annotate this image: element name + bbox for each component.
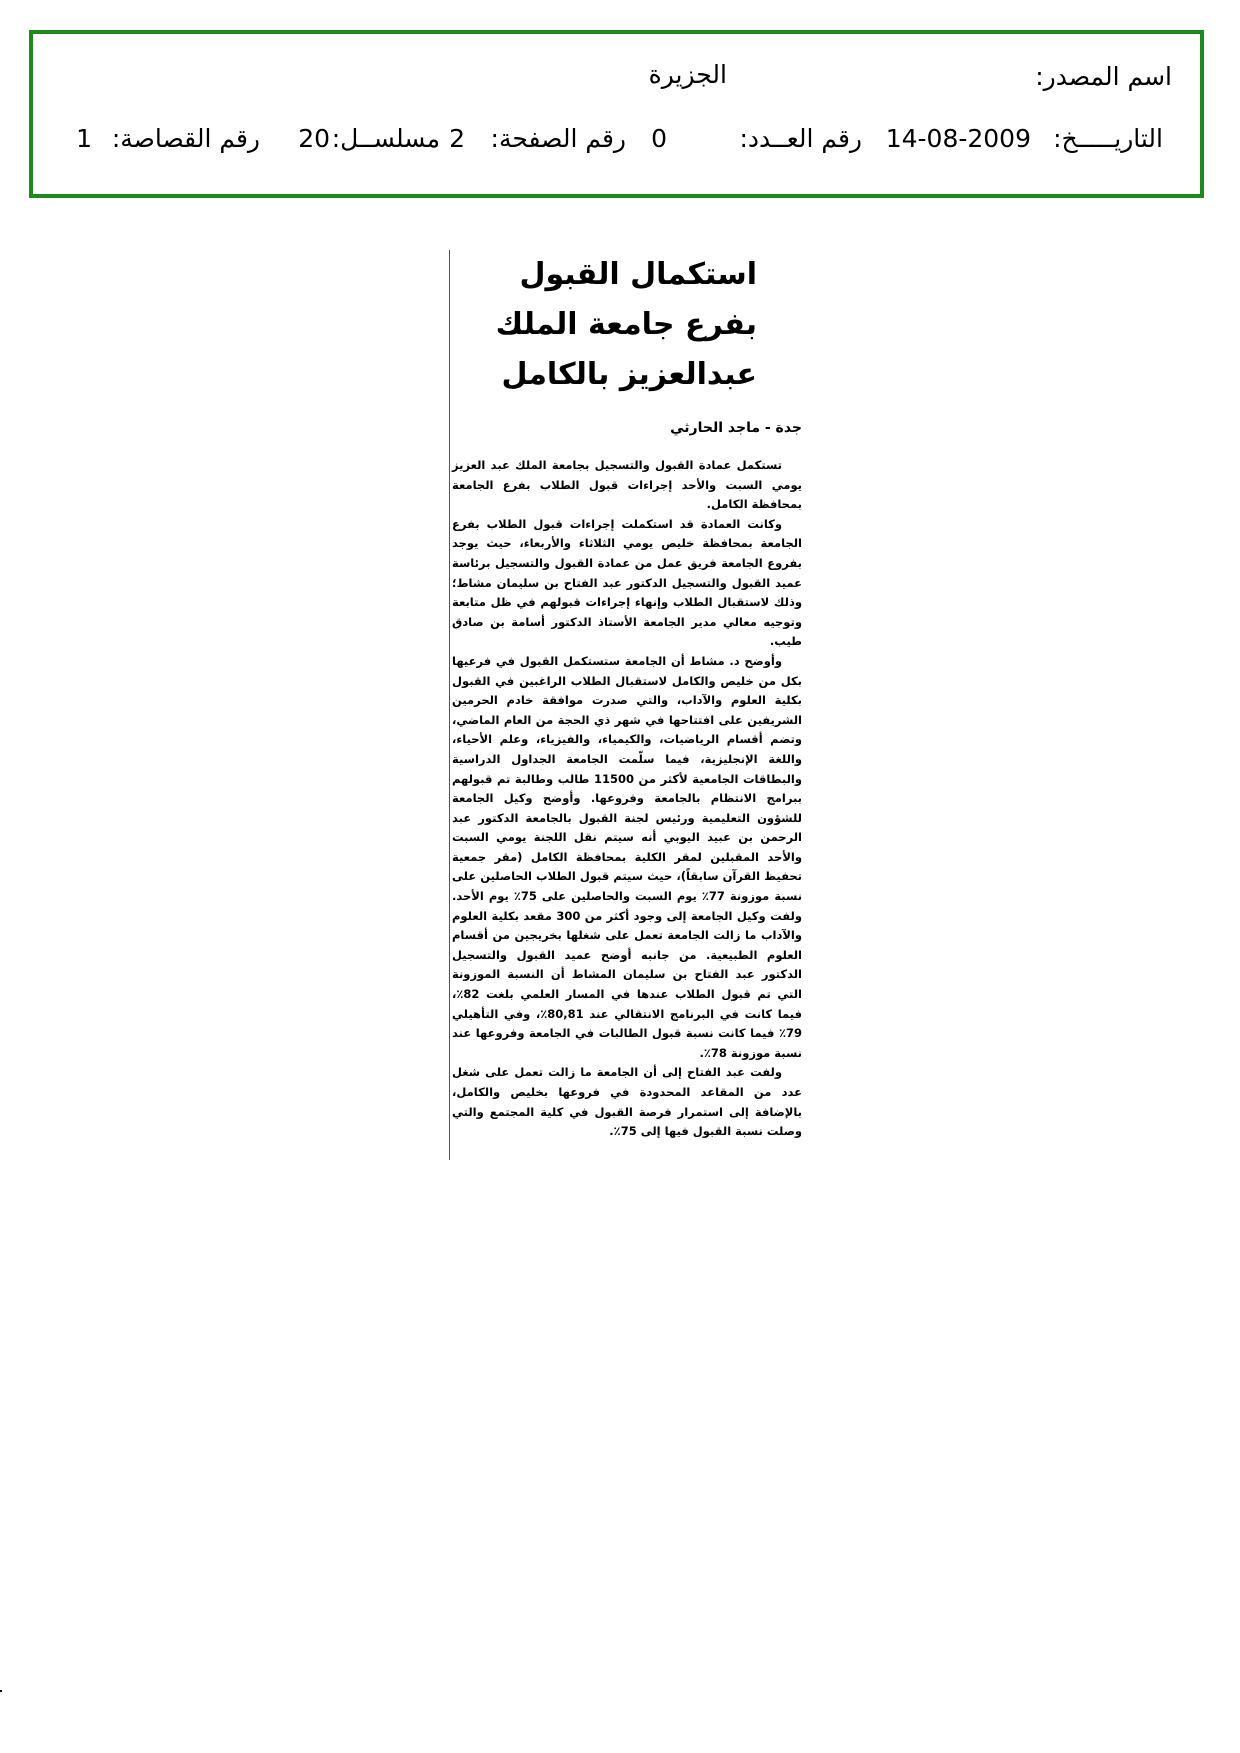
scan-mark — [0, 1690, 2, 1692]
paragraph: وأوضح د. مشاط أن الجامعة ستستكمل القبول في فرعيها بكل من خليص والكامل لاستقبال الطلاب الراغبين في القبول بكلية العلوم والآداب، والتي صدرت موافقة خادم الحرمين الشريفين على افتتاحها في شهر ذي الحجة من العام الماضي، وتضم أقسام الرياضيات، والكيمياء، والفيزياء، وعلم الأحياء، واللغة الإنجليزية، فيما سلّمت الجامعة الجداول الدراسية والبطاقات الجامعية لأكثر من 11500 طالب وطالبة تم قبولهم ببرامج الانتظام بالجامعة وفروعها. وأوضح وكيل الجامعة للشؤون التعليمية ورئيس لجنة القبول بالجامعة الدكتور عبد الرحمن بن عبيد اليوبي أنه سيتم نقل اللجنة يومي السبت والأحد المقبلين لمقر الكلية بمحافظة الكامل (مقر جمعية تحفيظ القرآن سابقاً)، حيث سيتم قبول الطلاب الحاصلين على نسبة موزونة 77٪ يوم السبت والحاصلين على 75٪ يوم الأحد. ولفت وكيل الجامعة إلى وجود أكثر من 300 مقعد بكلية العلوم والآداب ما زالت الجامعة تعمل على شغلها بخريجين من أقسام العلوم الطبيعية. من جانبه أوضح عميد القبول والتسجيل الدكتور عبد الفتاح بن سليمان المشاط أن النسبة الموزونة التي تم قبول الطلاب عندها في المسار العلمي بلغت 82٪، فيما كانت في البرنامج الانتقالي عند 80,81٪، وفي التأهيلي 79٪ فيما كانت نسبة قبول الطالبات في الجامعة وفروعها عند نسبة موزونة 78٪. — [452, 653, 803, 1060]
clipping-value: 1 — [76, 124, 92, 153]
issue-label: رقم العــدد: — [739, 124, 862, 153]
byline: جدة - ماجد الحارثي — [670, 420, 802, 436]
headline-line-1: استكمال القبول بفرع جامعة الملك — [495, 257, 757, 342]
paragraph: تستكمل عمادة القبول والتسجيل بجامعة الملك عبد العزيز يومي السبت والأحد إجراءات قبول الطلاب بفرع الجامعة بمحافظة الكامل. — [452, 458, 802, 512]
article-body — [452, 456, 802, 1142]
headline-line-2: عبدالعزيز بالكامل — [501, 357, 757, 392]
serial-value: 20 — [298, 124, 330, 153]
paragraph: ولفت عبد الفتاح إلى أن الجامعة ما زالت تعمل على شغل عدد من المقاعد المحدودة في فروعها بخليص والكامل، بالإضافة إلى استمرار فرصة القبول في كلية المجتمع والتي وصلت نسبة القبول فيها إلى 75٪. — [452, 1065, 802, 1139]
headline — [452, 250, 802, 400]
source-info-box — [29, 30, 1204, 198]
source-value: الجزيرة — [648, 60, 727, 89]
page-label: رقم الصفحة: — [490, 124, 626, 153]
column-divider — [449, 250, 450, 1160]
article — [452, 250, 802, 1142]
source-label: اسم المصدر: — [1035, 62, 1172, 91]
clipping-label: رقم القصاصة: — [111, 124, 260, 153]
page-value: 2 — [449, 124, 465, 153]
date-value: 14-08-2009 — [885, 124, 1031, 153]
issue-value: 0 — [651, 124, 667, 153]
paragraph: وكانت العمادة قد استكملت إجراءات قبول الطلاب بفرع الجامعة بمحافظة خليص يومي الثلاثاء والأربعاء، حيث يوجد بفروع الجامعة فريق عمل من عمادة القبول والتسجيل برئاسة عميد القبول والتسجيل الدكتور عبد الفتاح بن سليمان مشاط؛ وذلك لاستقبال الطلاب وإنهاء إجراءات قبولهم في ظل متابعة وتوجيه معالي مدير الجامعة الأستاذ الدكتور أسامة بن صادق طيب. — [452, 516, 802, 649]
date-label: التاريـــــخ: — [1053, 124, 1163, 153]
serial-label: مسلســل: — [331, 124, 440, 153]
